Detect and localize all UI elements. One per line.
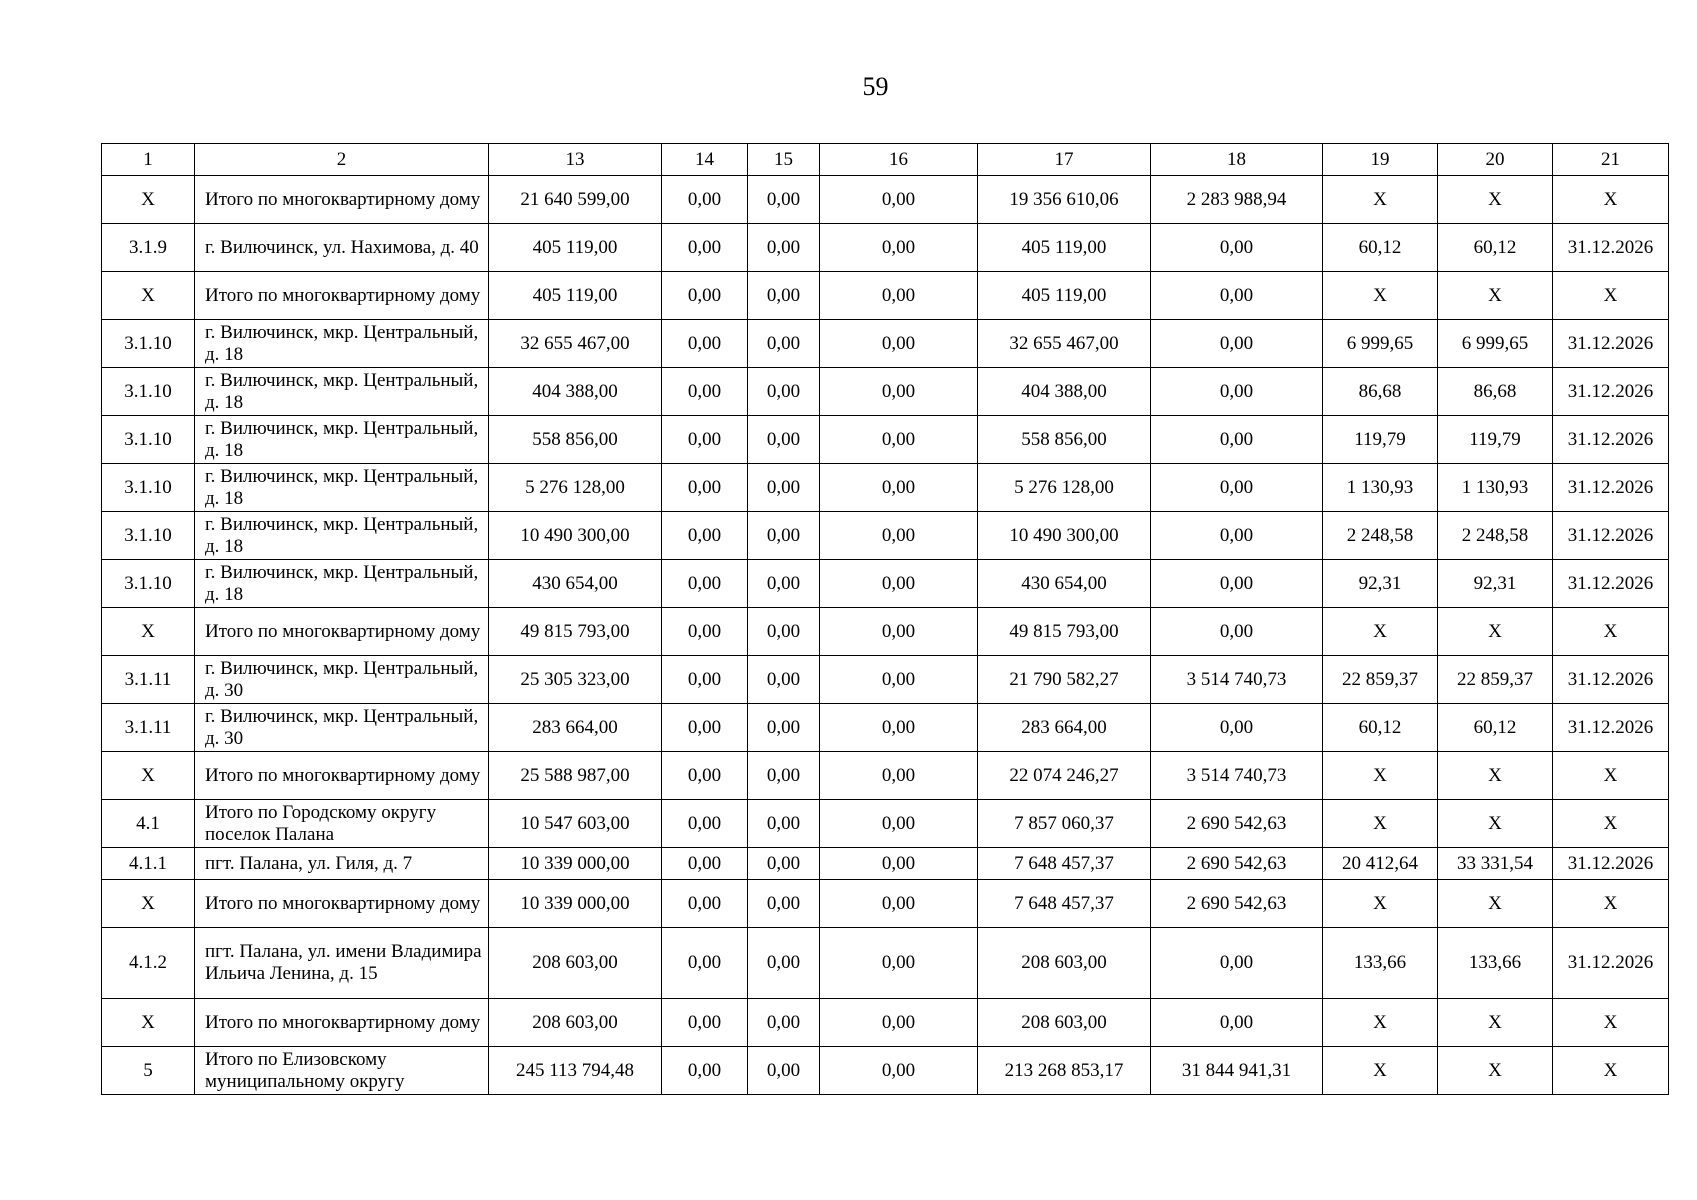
table-cell-col-15: 0,00 [748,224,820,272]
table-cell-col-17: 405 119,00 [978,224,1151,272]
table-cell-col-19: X [1323,752,1438,800]
table-cell-col-16: 0,00 [820,752,978,800]
table-cell-col-21: 31.12.2026 [1553,656,1669,704]
table-cell-col-13: 49 815 793,00 [489,608,662,656]
column-header-19: 19 [1323,144,1438,176]
table-cell-col-20: 22 859,37 [1438,656,1553,704]
table-cell-col-15: 0,00 [748,928,820,999]
table-cell-col-1: X [102,752,195,800]
table-cell-col-15: 0,00 [748,880,820,928]
table-cell-col-13: 208 603,00 [489,928,662,999]
table-cell-col-14: 0,00 [662,560,748,608]
table-cell-col-1: 3.1.11 [102,656,195,704]
table-cell-col-19: 22 859,37 [1323,656,1438,704]
table-cell-col-14: 0,00 [662,320,748,368]
table-row [102,512,1669,560]
table-cell-col-19: X [1323,608,1438,656]
table-row [102,704,1669,752]
table-cell-col-20: X [1438,800,1553,848]
table-cell-col-1: 3.1.10 [102,512,195,560]
table-cell-col-16: 0,00 [820,656,978,704]
table-row [102,224,1669,272]
table-cell-col-2: пгт. Палана, ул. имени Владимира Ильича Ленина, д. 15 [195,928,489,999]
table-cell-col-21: X [1553,999,1669,1047]
table-cell-col-19: X [1323,800,1438,848]
table-cell-col-15: 0,00 [748,1047,820,1095]
table-cell-col-2: г. Вилючинск, мкр. Центральный, д. 18 [195,368,489,416]
table-cell-col-21: X [1553,880,1669,928]
table-cell-col-15: 0,00 [748,656,820,704]
table-cell-col-21: 31.12.2026 [1553,464,1669,512]
table-cell-col-20: X [1438,608,1553,656]
table-cell-col-13: 208 603,00 [489,999,662,1047]
table-cell-col-16: 0,00 [820,368,978,416]
table-cell-col-16: 0,00 [820,1047,978,1095]
table-cell-col-2: г. Вилючинск, мкр. Центральный, д. 30 [195,656,489,704]
table-cell-col-14: 0,00 [662,176,748,224]
table-cell-col-18: 3 514 740,73 [1151,656,1323,704]
table-cell-col-20: 1 130,93 [1438,464,1553,512]
table-cell-col-18: 2 690 542,63 [1151,800,1323,848]
table-row [102,608,1669,656]
table-cell-col-19: 86,68 [1323,368,1438,416]
table-cell-col-2: Итого по многоквартирному дому [195,999,489,1047]
table-cell-col-2: Итого по многоквартирному дому [195,176,489,224]
table-cell-col-20: 6 999,65 [1438,320,1553,368]
table-cell-col-20: X [1438,999,1553,1047]
table-cell-col-17: 7 648 457,37 [978,848,1151,880]
column-header-20: 20 [1438,144,1553,176]
table-cell-col-20: 33 331,54 [1438,848,1553,880]
table-cell-col-1: 3.1.9 [102,224,195,272]
table-cell-col-13: 10 339 000,00 [489,880,662,928]
table-cell-col-21: X [1553,752,1669,800]
table-cell-col-16: 0,00 [820,416,978,464]
table-cell-col-21: 31.12.2026 [1553,848,1669,880]
table-cell-col-14: 0,00 [662,800,748,848]
table-row [102,928,1669,999]
table-cell-col-20: 119,79 [1438,416,1553,464]
table-cell-col-17: 22 074 246,27 [978,752,1151,800]
table-cell-col-18: 0,00 [1151,464,1323,512]
table-row [102,368,1669,416]
table-cell-col-19: 60,12 [1323,224,1438,272]
column-header-2: 2 [195,144,489,176]
table-cell-col-15: 0,00 [748,608,820,656]
table-row [102,560,1669,608]
table-cell-col-16: 0,00 [820,880,978,928]
table-cell-col-1: 5 [102,1047,195,1095]
table-cell-col-14: 0,00 [662,368,748,416]
table-cell-col-18: 0,00 [1151,704,1323,752]
table-cell-col-16: 0,00 [820,848,978,880]
table-cell-col-20: 92,31 [1438,560,1553,608]
table-cell-col-21: 31.12.2026 [1553,704,1669,752]
table-cell-col-1: X [102,880,195,928]
table-cell-col-2: Итого по многоквартирному дому [195,272,489,320]
page-number: 59 [862,72,889,101]
table-cell-col-1: 3.1.10 [102,464,195,512]
table-cell-col-13: 10 490 300,00 [489,512,662,560]
table-cell-col-19: 6 999,65 [1323,320,1438,368]
table-cell-col-17: 49 815 793,00 [978,608,1151,656]
table-row [102,800,1669,848]
table-cell-col-1: 3.1.10 [102,320,195,368]
table-cell-col-19: 2 248,58 [1323,512,1438,560]
table-cell-col-2: Итого по многоквартирному дому [195,608,489,656]
table-cell-col-17: 405 119,00 [978,272,1151,320]
table-cell-col-20: X [1438,1047,1553,1095]
table-cell-col-16: 0,00 [820,928,978,999]
column-header-16: 16 [820,144,978,176]
table-cell-col-20: 60,12 [1438,704,1553,752]
table-cell-col-21: 31.12.2026 [1553,560,1669,608]
table-cell-col-18: 2 690 542,63 [1151,848,1323,880]
table-cell-col-2: Итого по Городскому округу поселок Палана [195,800,489,848]
table-cell-col-14: 0,00 [662,512,748,560]
table-cell-col-2: Итого по многоквартирному дому [195,880,489,928]
table-cell-col-21: X [1553,800,1669,848]
table-cell-col-16: 0,00 [820,272,978,320]
table-cell-col-17: 5 276 128,00 [978,464,1151,512]
table-cell-col-13: 405 119,00 [489,272,662,320]
table-cell-col-14: 0,00 [662,464,748,512]
table-cell-col-2: г. Вилючинск, ул. Нахимова, д. 40 [195,224,489,272]
table-row [102,848,1669,880]
table-cell-col-1: X [102,608,195,656]
table-row [102,1047,1669,1095]
table-cell-col-14: 0,00 [662,999,748,1047]
table-cell-col-15: 0,00 [748,416,820,464]
table-cell-col-20: 86,68 [1438,368,1553,416]
table-cell-col-13: 10 339 000,00 [489,848,662,880]
table-cell-col-19: 60,12 [1323,704,1438,752]
table-cell-col-21: 31.12.2026 [1553,416,1669,464]
table-cell-col-15: 0,00 [748,272,820,320]
table-cell-col-18: 0,00 [1151,224,1323,272]
table-cell-col-2: г. Вилючинск, мкр. Центральный, д. 18 [195,560,489,608]
table-cell-col-18: 0,00 [1151,320,1323,368]
table-cell-col-18: 0,00 [1151,560,1323,608]
table-cell-col-14: 0,00 [662,656,748,704]
table-row [102,999,1669,1047]
table-cell-col-13: 283 664,00 [489,704,662,752]
table-cell-col-17: 208 603,00 [978,928,1151,999]
table-cell-col-14: 0,00 [662,416,748,464]
table-cell-col-17: 7 648 457,37 [978,880,1151,928]
table-cell-col-20: X [1438,176,1553,224]
table-row [102,464,1669,512]
table-cell-col-13: 25 588 987,00 [489,752,662,800]
table-cell-col-14: 0,00 [662,704,748,752]
column-header-14: 14 [662,144,748,176]
table-cell-col-1: 3.1.10 [102,560,195,608]
table-cell-col-14: 0,00 [662,1047,748,1095]
table-cell-col-13: 404 388,00 [489,368,662,416]
table-cell-col-16: 0,00 [820,999,978,1047]
table-cell-col-16: 0,00 [820,800,978,848]
table-cell-col-17: 21 790 582,27 [978,656,1151,704]
table-cell-col-13: 10 547 603,00 [489,800,662,848]
table-cell-col-15: 0,00 [748,464,820,512]
table-cell-col-2: г. Вилючинск, мкр. Центральный, д. 18 [195,464,489,512]
table-cell-col-17: 213 268 853,17 [978,1047,1151,1095]
table-cell-col-19: X [1323,1047,1438,1095]
table-cell-col-14: 0,00 [662,928,748,999]
table-cell-col-19: 133,66 [1323,928,1438,999]
table-cell-col-14: 0,00 [662,224,748,272]
column-header-17: 17 [978,144,1151,176]
table-cell-col-1: 4.1.1 [102,848,195,880]
table-cell-col-13: 32 655 467,00 [489,320,662,368]
table-cell-col-20: 2 248,58 [1438,512,1553,560]
table-cell-col-14: 0,00 [662,608,748,656]
table-cell-col-1: 3.1.11 [102,704,195,752]
table-cell-col-18: 0,00 [1151,999,1323,1047]
table-cell-col-21: 31.12.2026 [1553,224,1669,272]
table-cell-col-19: 92,31 [1323,560,1438,608]
table-cell-col-1: X [102,272,195,320]
table-cell-col-21: X [1553,176,1669,224]
table-cell-col-2: Итого по Елизовскому муниципальному округу [195,1047,489,1095]
table-cell-col-16: 0,00 [820,176,978,224]
table-cell-col-21: 31.12.2026 [1553,368,1669,416]
table-cell-col-1: X [102,999,195,1047]
table-cell-col-17: 558 856,00 [978,416,1151,464]
column-header-18: 18 [1151,144,1323,176]
table-cell-col-17: 32 655 467,00 [978,320,1151,368]
table-cell-col-15: 0,00 [748,704,820,752]
table-cell-col-14: 0,00 [662,272,748,320]
table-cell-col-17: 404 388,00 [978,368,1151,416]
table-cell-col-13: 405 119,00 [489,224,662,272]
table-cell-col-21: 31.12.2026 [1553,320,1669,368]
table-cell-col-17: 7 857 060,37 [978,800,1151,848]
table-cell-col-16: 0,00 [820,320,978,368]
table-cell-col-14: 0,00 [662,752,748,800]
table-cell-col-19: 20 412,64 [1323,848,1438,880]
table-row [102,416,1669,464]
table-cell-col-1: 3.1.10 [102,368,195,416]
table-cell-col-16: 0,00 [820,464,978,512]
table-cell-col-1: X [102,176,195,224]
table-cell-col-20: 60,12 [1438,224,1553,272]
table-cell-col-18: 0,00 [1151,512,1323,560]
table-cell-col-21: X [1553,1047,1669,1095]
table-row [102,752,1669,800]
table-cell-col-18: 3 514 740,73 [1151,752,1323,800]
table-row [102,320,1669,368]
table-cell-col-16: 0,00 [820,608,978,656]
column-header-15: 15 [748,144,820,176]
column-header-13: 13 [489,144,662,176]
table-cell-col-2: г. Вилючинск, мкр. Центральный, д. 30 [195,704,489,752]
table-cell-col-18: 2 690 542,63 [1151,880,1323,928]
table-cell-col-16: 0,00 [820,704,978,752]
table-cell-col-14: 0,00 [662,848,748,880]
table-cell-col-13: 558 856,00 [489,416,662,464]
table-cell-col-18: 0,00 [1151,272,1323,320]
table-cell-col-1: 3.1.10 [102,416,195,464]
table-cell-col-18: 0,00 [1151,416,1323,464]
table-cell-col-2: г. Вилючинск, мкр. Центральный, д. 18 [195,320,489,368]
table-row [102,272,1669,320]
table-cell-col-15: 0,00 [748,560,820,608]
table-cell-col-18: 31 844 941,31 [1151,1047,1323,1095]
table-cell-col-15: 0,00 [748,848,820,880]
column-header-1: 1 [102,144,195,176]
table-header-row [102,144,1669,176]
table-cell-col-13: 21 640 599,00 [489,176,662,224]
data-table [101,143,1669,1095]
table-cell-col-13: 5 276 128,00 [489,464,662,512]
table-cell-col-18: 2 283 988,94 [1151,176,1323,224]
table-row [102,176,1669,224]
table-cell-col-18: 0,00 [1151,928,1323,999]
table-cell-col-21: X [1553,608,1669,656]
table-cell-col-2: г. Вилючинск, мкр. Центральный, д. 18 [195,416,489,464]
table-cell-col-15: 0,00 [748,368,820,416]
table-cell-col-15: 0,00 [748,176,820,224]
table-cell-col-15: 0,00 [748,752,820,800]
table-cell-col-13: 25 305 323,00 [489,656,662,704]
table-row [102,656,1669,704]
table-cell-col-17: 19 356 610,06 [978,176,1151,224]
table-cell-col-2: Итого по многоквартирному дому [195,752,489,800]
table-cell-col-15: 0,00 [748,800,820,848]
table-cell-col-19: X [1323,999,1438,1047]
table-cell-col-14: 0,00 [662,880,748,928]
table-cell-col-19: 1 130,93 [1323,464,1438,512]
table-cell-col-20: 133,66 [1438,928,1553,999]
table-cell-col-13: 245 113 794,48 [489,1047,662,1095]
table-cell-col-20: X [1438,752,1553,800]
table-cell-col-20: X [1438,272,1553,320]
table-cell-col-18: 0,00 [1151,368,1323,416]
table-cell-col-1: 4.1 [102,800,195,848]
table-cell-col-20: X [1438,880,1553,928]
table-cell-col-17: 208 603,00 [978,999,1151,1047]
table-cell-col-15: 0,00 [748,320,820,368]
table-cell-col-21: 31.12.2026 [1553,928,1669,999]
table-row [102,880,1669,928]
table-cell-col-17: 10 490 300,00 [978,512,1151,560]
table-cell-col-21: 31.12.2026 [1553,512,1669,560]
table-cell-col-19: X [1323,176,1438,224]
table-cell-col-2: пгт. Палана, ул. Гиля, д. 7 [195,848,489,880]
table-cell-col-2: г. Вилючинск, мкр. Центральный, д. 18 [195,512,489,560]
table-cell-col-19: X [1323,880,1438,928]
column-header-21: 21 [1553,144,1669,176]
table-cell-col-21: X [1553,272,1669,320]
table-cell-col-16: 0,00 [820,512,978,560]
table-cell-col-17: 283 664,00 [978,704,1151,752]
table-cell-col-15: 0,00 [748,512,820,560]
table-cell-col-16: 0,00 [820,224,978,272]
table-cell-col-19: X [1323,272,1438,320]
table-cell-col-15: 0,00 [748,999,820,1047]
table-cell-col-18: 0,00 [1151,608,1323,656]
table-cell-col-17: 430 654,00 [978,560,1151,608]
table-cell-col-16: 0,00 [820,560,978,608]
table-cell-col-19: 119,79 [1323,416,1438,464]
table-cell-col-1: 4.1.2 [102,928,195,999]
table-cell-col-13: 430 654,00 [489,560,662,608]
